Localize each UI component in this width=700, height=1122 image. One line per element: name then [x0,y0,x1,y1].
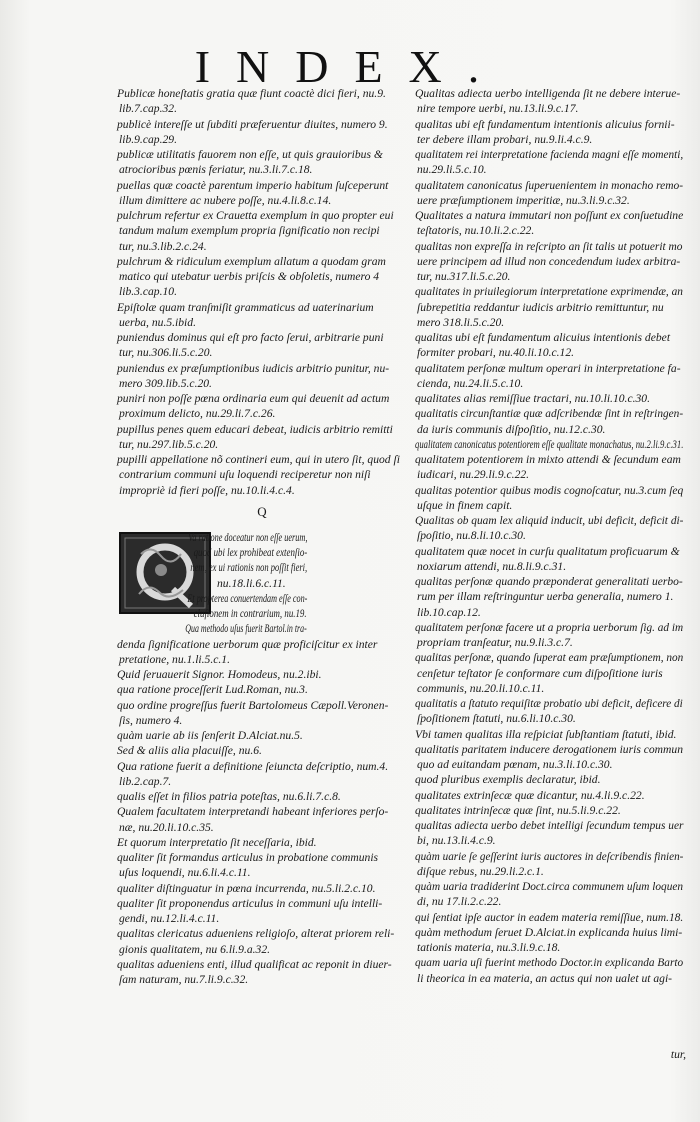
index-entry-line: uſque in finem capit. [417,498,513,512]
index-entry-line: qualitatis circunſtantiæ quæ adſcribendæ ſint in reſtringen- [415,407,684,421]
index-entry-line: denda ſignificatione uerborum quæ proficiſcitur ex inter [117,637,378,651]
index-entry-line: quam uaria uſi fuerint methodo Doctor.in explicanda Barto [415,956,684,970]
index-entry-line: qualis eſſet in filios patria poteſtas, nu.6.li.7.c.8. [117,790,341,803]
index-entry-line: qualitatis paritatem inducere derogationem iuris commun [415,742,684,756]
index-entry-line: Epiſtolæ quam tranſmiſit grammaticus ad uaterinarium [117,300,374,314]
index-entry-line: Vbi tamen qualitas illa reſpiciat ſubſtantiam ſtatuti, ibid. [415,727,677,741]
index-entry-line: quàm uarie ſe geſſerint iuris auctores in deſcribendis finien- [415,849,684,863]
dropcap-text-line: Et propterea conuertendam eſſe con- [187,591,308,605]
index-entry-line: ſam naturam, nu.7.li.9.c.32. [119,973,249,986]
index-entry [415,788,683,803]
index-entry [415,178,683,209]
index-entry-line: cenſetur teſtator ſe conformare cum diſpoſitione iuris [417,666,663,680]
index-entry [415,727,683,742]
index-entry [117,957,407,988]
index-entry-line: puellas quæ coactè parentum imperio habitum ſuſceperunt [117,178,389,192]
index-entry-line: lib.2.cap.7. [119,774,172,788]
index-entry [415,513,683,544]
index-entry-line: qui ſentiat ipſe auctor in eadem materia remiſſiue, num.18. [415,910,684,924]
index-entry-line: publicè intereſſe ut ſubditi præferuentur diuites, numero 9. [117,117,388,131]
index-entry [117,926,407,957]
index-entry-line: Qualitas ob quam lex aliquid inducit, ubi deficit, deficit di- [415,514,684,527]
index-entry [415,391,683,406]
index-entry [117,391,407,422]
index-entry [415,239,683,285]
dropcap-text-line: Qua methodo uſus fuerit Bartol.in tra- [185,622,307,636]
index-entry-line: uerba, nu.5.ibid. [119,315,196,329]
index-entry [117,361,407,392]
index-entry-line: qualiter ſit proponendus articulus in communi uſu intelli- [117,896,383,910]
index-entry-line: nu.29.li.5.c.10. [417,163,487,177]
index-entry [415,818,683,849]
index-entry-line: Qualem facultatem interpretandi habeant inferiores perſo- [117,805,389,819]
index-entry-line: qualitatem perſonæ facere ut a propria uerborum ſig. ad im [415,620,684,634]
index-entry [117,667,407,682]
index-entry-line: mero 309.lib.5.c.20. [119,376,212,390]
index-entry-line: propriam tranſeatur, nu.9.li.3.c.7. [417,636,573,649]
index-entry-line: gendi, nu.12.li.4.c.11. [119,912,220,925]
index-entry-line: pretatione, nu.1.li.5.c.1. [119,652,230,666]
index-entry [117,637,407,668]
index-entry-line: ſubrepetitia reddantur iudicis arbitrio remittuntur, nu [417,300,664,314]
index-entry [117,881,407,896]
index-entry [415,147,683,178]
index-entry-line: qualitates alias remiſſiue tractari, nu.10.li.10.c.30. [415,392,650,405]
index-entry [117,896,407,927]
index-entry-line: matico qui utebatur uerbis priſcis & obſoletis, numero 4 [119,270,380,283]
index-entry-line: tur, nu.317.li.5.c.20. [417,270,511,283]
index-entry-line: quàm uaria tradiderint Doct.circa communem uſum loquen [415,880,684,893]
index-entry-line: quod pluribus exemplis declaratur, ibid. [415,773,601,787]
index-entry [415,117,683,148]
index-entry [117,178,407,209]
index-entry-line: iudicari, nu.29.li.9.c.22. [417,468,530,482]
index-entry-line: ter debere illam probari, nu.9.li.4.c.9. [417,132,593,146]
left-entries-bottom [117,637,407,988]
index-entry [415,544,683,575]
index-entry-line: qualiter ſit formandus articulus in probatione communis [117,851,379,864]
index-entry-line: uere præſumptionem imperitiæ, nu.3.li.9.c.32. [417,193,630,207]
index-entry-line: lib.7.cap.32. [119,102,177,116]
index-entry [415,849,683,880]
index-entry-line: uere principem ad illud non concedendum iudex arbitra- [417,254,681,268]
index-entry [117,789,407,804]
index-entry [117,759,407,790]
index-entry-line: pulchrum & ridiculum exemplum allatum a quodam gram [117,254,386,268]
index-entry-line: puniendus dominus qui eſt pro facto ſerui, arbitrarie puni [117,331,384,344]
index-entry [117,422,407,453]
index-entry-line: noxiarum attendi, nu.8.li.9.c.31. [417,559,567,573]
index-entry-line: puniri non poſſe pœna ordinaria eum qui deuenit ad actum [117,392,390,405]
index-entry-line: qualitas clericatus adueniens religioſo, alterat priorem reli- [117,927,395,941]
index-entry [415,742,683,773]
index-entry-line: tur, nu.306.li.5.c.20. [119,346,213,360]
index-entry-line: bi, nu.13.li.4.c.9. [417,834,496,848]
index-entry [415,696,683,727]
index-entry-line: puniendus ex præſumptionibus iudicis arbitrio punitur, nu- [117,361,390,375]
index-entry-line: pupillus penes quem educari debeat, iudicis arbitrio remitti [117,422,393,436]
index-entry [415,406,683,437]
index-entry-line: rum per illam reſtringuntur uerba generalia, numero 1. [417,590,674,604]
section-letter: Q [257,503,267,519]
index-entry-line: Publicæ honeſtatis gratia quæ fiunt coactè dici fieri, nu.9. [117,87,386,100]
index-entry [117,698,407,729]
index-entry-line: qualitatem canonicatus ſuperuenientem in monacho remo- [415,178,684,192]
dropcap-text-line: cluſionem in contrarium, nu.19. [193,607,307,620]
index-entry-line: Qua ratione fuerit a definitione ſeiuncta deſcriptio, num.4. [117,759,389,773]
index-entry-line: qualitatis a ſtatuto requiſitæ probatio ubi deficit, deficere di [415,697,683,710]
index-entry-line: formiter probari, nu.40.li.10.c.12. [417,346,575,360]
index-entry [117,147,407,178]
index-entry-line: ſpoſitio, nu.8.li.10.c.30. [417,529,526,543]
index-entry-line: tur, nu.297.lib.5.c.20. [119,437,219,451]
index-entry [117,682,407,697]
index-entry [415,574,683,620]
dropcap-text-line: Va ratione doceatur non eſſe uerum, [188,530,308,544]
index-entry-line: nire tempore uerbi, nu.13.li.9.c.17. [417,102,579,116]
right-column [415,86,683,986]
index-entry [415,284,683,330]
index-entry-line: quo ad euitandam pœnam, nu.3.li.10.c.30. [417,758,613,771]
index-entry-line: tur, nu.3.lib.2.c.24. [119,239,207,253]
index-entry-line: qualitas ubi eſt fundamentum intentionis alicuius fornii- [415,117,675,131]
index-entry-line: lib.9.cap.29. [119,132,177,146]
dropcap-block [117,530,407,637]
index-entry [117,728,407,743]
index-entry [117,804,407,835]
index-entry [415,650,683,696]
index-entry-line: li theorica in ea materia, an actus qui non ualet ut agi- [417,971,673,985]
index-entry-line: tandum malum exemplum propria ſignificatio non recipi [119,224,380,238]
index-entry [415,620,683,651]
index-entry-line: gionis qualitatem, nu 6.li.9.a.32. [119,942,271,956]
index-entry-line: impropriè id fieri poſſe, nu.10.li.4.c.4. [119,483,295,497]
index-entry-line: Sed & aliis alia placuiſſe, nu.6. [117,744,262,758]
index-entry [117,330,407,361]
index-entry-line: qualitas adueniens enti, illud qualificat ac reponit in diuer- [117,957,392,971]
dropcap-text-line: quod ubi lex prohibeat extenſio- [193,546,308,559]
index-entry [117,300,407,331]
index-entry [415,86,683,117]
index-entry [117,452,407,498]
index-entry [415,483,683,514]
index-entry-line: qualitas ubi eſt fundamentum alicuius intentionis debet [415,331,671,344]
index-entry-line: Qualitas adiecta uerbo intelligenda ſit ne debere interue- [415,87,681,100]
index-entry-line: qualitas adiecta uerbo debet intelligi ſecundum tempus uer [415,819,684,832]
index-entry [117,117,407,148]
index-entry-line: Et quorum interpretatio ſit neceſſaria, ibid. [117,835,317,849]
dropcap-text-line: nu.18.li.6.c.11. [217,576,286,590]
index-entry [117,254,407,300]
index-entry-line: qualitates intrinſecæ quæ ſint, nu.5.li.9.c.22. [415,803,621,817]
index-entry-line: uſus loquendi, nu.6.li.4.c.11. [119,866,251,880]
right-entries [415,86,683,986]
index-entry-line: qualitatem potentiorem in mixto attendi & ſecundum eam [415,453,681,466]
index-entry-line: ſpoſitionem ſtatuti, nu.6.li.10.c.30. [417,712,576,726]
index-entry-line: contrarium communi uſu loquendi reciperetur non niſi [119,468,371,482]
index-entry-line: qua ratione proceſſerit Lud.Roman, nu.3. [117,683,308,697]
index-entry-line: qualitatem rei interpretatione facienda magni eſſe momenti, [415,148,684,161]
dropcap-text-line: nem, ex ui rationis non poſſit fieri, [190,561,308,575]
index-entry [415,437,683,452]
index-entry-line: qualiter diſtinguatur in pœna incurrenda, nu.5.li.2.c.10. [117,881,376,895]
index-entry-line: qualitas perſonæ, quando ſuperat eam præſumptionem, non [415,651,684,665]
left-entries-top [117,86,407,498]
index-entry-line: qualitatem canonicatus potentiorem eſſe qualitate monachatus, nu.2.li.9.c.31. [415,437,684,451]
index-entry [415,910,683,925]
index-entry-line: atrocioribus pœnis feriatur, nu.3.li.7.c.18. [119,163,313,177]
index-entry-line: qualitatem quæ nocet in curſu qualitatum proficuarum & [415,544,680,558]
index-entry [415,452,683,483]
index-entry-line: communis, nu.20.li.10.c.11. [417,681,545,695]
index-entry-line: proximum delicto, nu.29.li.7.c.26. [119,407,276,421]
index-entry [415,361,683,392]
index-entry-line: da iuris communis diſpoſitio, nu.12.c.30. [417,422,606,436]
index-entry [415,208,683,239]
index-entry-line: pulchrum refertur ex Crauetta exemplum in quo propter eui [117,209,394,222]
index-entry-line: teſtatoris, nu.10.li.2.c.22. [417,224,535,238]
index-entry [117,86,407,117]
index-entry-line: næ, nu.20.li.10.c.35. [119,820,214,834]
index-entry [415,925,683,956]
index-entry-line: qualitas perſonæ quando præponderat generalitati uerbo- [415,575,683,588]
index-entry [117,850,407,881]
index-entry-line: pupilli appellatione nõ contineri eum, qui in utero ſit, quod ſi [117,453,400,466]
index-entry-line: qualitates extrinſecæ quæ dicantur, nu.4.li.9.c.22. [415,788,645,802]
index-entry-line: lib.10.cap.12. [417,605,481,619]
index-entry [415,879,683,910]
index-entry-line: illum dimittere ac nubere poſſe, nu.4.li.8.c.14. [119,193,332,207]
index-entry-line: qualitatem perſonæ multum operari in interpretatione fa- [415,361,681,375]
index-entry-line: tationis materia, nu.3.li.9.c.18. [417,941,561,954]
index-entry [117,208,407,254]
index-entry [117,835,407,850]
index-entry-line: cienda, nu.24.li.5.c.10. [417,376,524,390]
index-entry-line: di, nu 17.li.2.c.22. [417,895,502,909]
left-column [117,86,407,987]
index-entry [415,330,683,361]
index-entry-line: ſis, numero 4. [119,713,183,727]
index-entry-line: qualitates in priuilegiorum interpretatione exprimendæ, an [415,285,683,299]
index-entry-line: Quid ſeruauerit Signor. Homodeus, nu.2.ibi. [117,668,322,681]
index-entry-line: diſque rebus, nu.29.li.2.c.1. [417,864,544,878]
page-title: INDEX. [194,41,506,92]
index-entry [415,955,683,986]
index-entry-line: quàm uarie ab iis ſenſerit D.Alciat.nu.5. [117,729,303,742]
running-tail: tur, [670,1048,686,1061]
index-entry-line: mero 318.li.5.c.20. [417,315,505,329]
index-entry [117,743,407,758]
index-entry-line: publicæ utilitatis fauorem non eſſe, ut quis grauioribus & [117,148,383,161]
index-entry-line: qualitas potentior quibus modis cognoſcatur, nu.3.cum ſeq [415,483,684,497]
index-entry [415,803,683,818]
index-entry [415,772,683,787]
index-entry-line: lib.3.cap.10. [119,285,177,299]
index-entry-line: quo ordine progreſſus fuerit Bartolomeus Cæpoll.Veronen- [117,698,389,712]
index-entry-line: quàm methodum ſeruet D.Alciat.in explicanda huius limi- [415,925,683,939]
index-entry-line: Qualitates a natura immutari non poſſunt ex conſuetudine [415,209,684,222]
index-entry-line: qualitas non expreſſa in reſcripto an ſit talis ut potuerit mo [415,239,683,253]
